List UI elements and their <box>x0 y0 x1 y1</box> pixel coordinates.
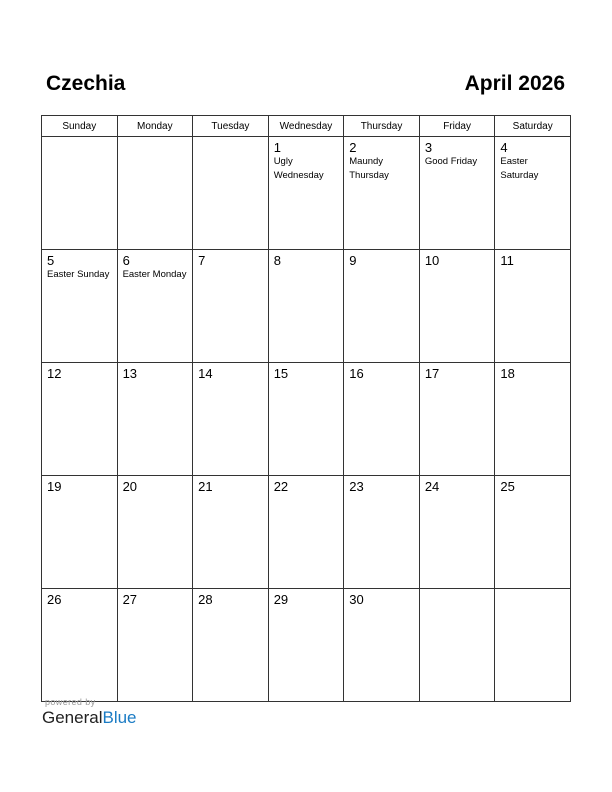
day-cell <box>268 250 344 363</box>
calendar-week-row <box>42 250 571 363</box>
weekday-monday: Monday <box>117 116 193 137</box>
day-cell <box>495 250 571 363</box>
day-number: 24 <box>424 479 440 494</box>
weekday-thursday: Thursday <box>344 116 420 137</box>
day-number: 1 <box>273 140 281 155</box>
day-cell <box>495 363 571 476</box>
day-cell <box>344 137 420 250</box>
day-cell <box>344 589 420 702</box>
day-number: 20 <box>122 479 138 494</box>
day-number: 6 <box>122 253 130 268</box>
day-number: 15 <box>273 366 289 381</box>
day-number: 10 <box>424 253 440 268</box>
day-cell <box>117 476 193 589</box>
day-number: 13 <box>122 366 138 381</box>
holiday-label: Ugly Wednesday <box>273 156 324 181</box>
day-cell <box>42 250 118 363</box>
day-cell <box>495 476 571 589</box>
day-cell <box>419 476 495 589</box>
holiday-label: Maundy Thursday <box>349 156 389 181</box>
day-cell <box>268 363 344 476</box>
holiday-label: Easter Saturday <box>500 156 539 181</box>
day-cell <box>495 589 571 702</box>
weekday-header-row <box>42 116 571 137</box>
day-number: 30 <box>349 592 364 607</box>
day-number: 14 <box>198 366 213 381</box>
day-cell <box>42 476 118 589</box>
generalblue-logo <box>42 708 137 728</box>
day-cell <box>268 476 344 589</box>
day-number: 9 <box>349 253 357 268</box>
weekday-tuesday: Tuesday <box>193 116 269 137</box>
day-number: 17 <box>424 366 440 381</box>
day-number: 2 <box>349 140 357 155</box>
day-cell <box>419 363 495 476</box>
country-title: Czechia <box>46 72 126 95</box>
weekday-saturday: Saturday <box>495 116 571 137</box>
day-cell <box>193 476 269 589</box>
day-number: 27 <box>122 592 138 607</box>
day-number: 16 <box>349 366 364 381</box>
day-cell <box>344 476 420 589</box>
day-cell <box>193 363 269 476</box>
day-number: 12 <box>47 366 62 381</box>
day-number: 22 <box>273 479 289 494</box>
day-cell <box>419 589 495 702</box>
day-number: 18 <box>500 366 515 381</box>
brand-blue: Blue <box>102 708 137 727</box>
calendar-week-row <box>42 137 571 250</box>
day-number: 28 <box>198 592 213 607</box>
day-number: 8 <box>273 253 281 268</box>
day-number: 4 <box>500 140 508 155</box>
holiday-label: Easter Monday <box>122 269 187 280</box>
day-cell <box>117 250 193 363</box>
day-number: 29 <box>273 592 289 607</box>
day-cell <box>193 589 269 702</box>
holiday-label: Easter Sunday <box>47 269 110 280</box>
day-cell <box>117 363 193 476</box>
day-cell <box>419 137 495 250</box>
day-cell <box>42 589 118 702</box>
brand-general: General <box>42 708 103 727</box>
day-cell <box>117 589 193 702</box>
day-cell <box>42 137 118 250</box>
day-cell <box>495 137 571 250</box>
calendar-week-row <box>42 476 571 589</box>
weekday-sunday: Sunday <box>42 116 118 137</box>
day-cell <box>344 250 420 363</box>
day-cell <box>268 137 344 250</box>
calendar-week-row <box>42 589 571 702</box>
calendar-grid <box>41 115 571 702</box>
weekday-friday: Friday <box>419 116 495 137</box>
day-cell <box>419 250 495 363</box>
day-cell <box>268 589 344 702</box>
day-number: 26 <box>47 592 62 607</box>
day-number: 25 <box>500 479 515 494</box>
holiday-label: Good Friday <box>424 156 478 167</box>
day-number: 19 <box>47 479 62 494</box>
day-cell <box>193 137 269 250</box>
month-title: April 2026 <box>464 72 565 95</box>
day-number: 7 <box>198 253 206 268</box>
day-cell <box>42 363 118 476</box>
day-cell <box>344 363 420 476</box>
day-number: 3 <box>424 140 433 155</box>
day-number: 11 <box>500 253 514 268</box>
day-number: 21 <box>198 479 213 494</box>
day-cell <box>193 250 269 363</box>
weekday-wednesday: Wednesday <box>268 116 344 137</box>
day-number: 5 <box>47 253 55 268</box>
day-cell <box>117 137 193 250</box>
powered-by-label: powered by <box>45 697 96 707</box>
calendar-week-row <box>42 363 571 476</box>
day-number: 23 <box>349 479 364 494</box>
